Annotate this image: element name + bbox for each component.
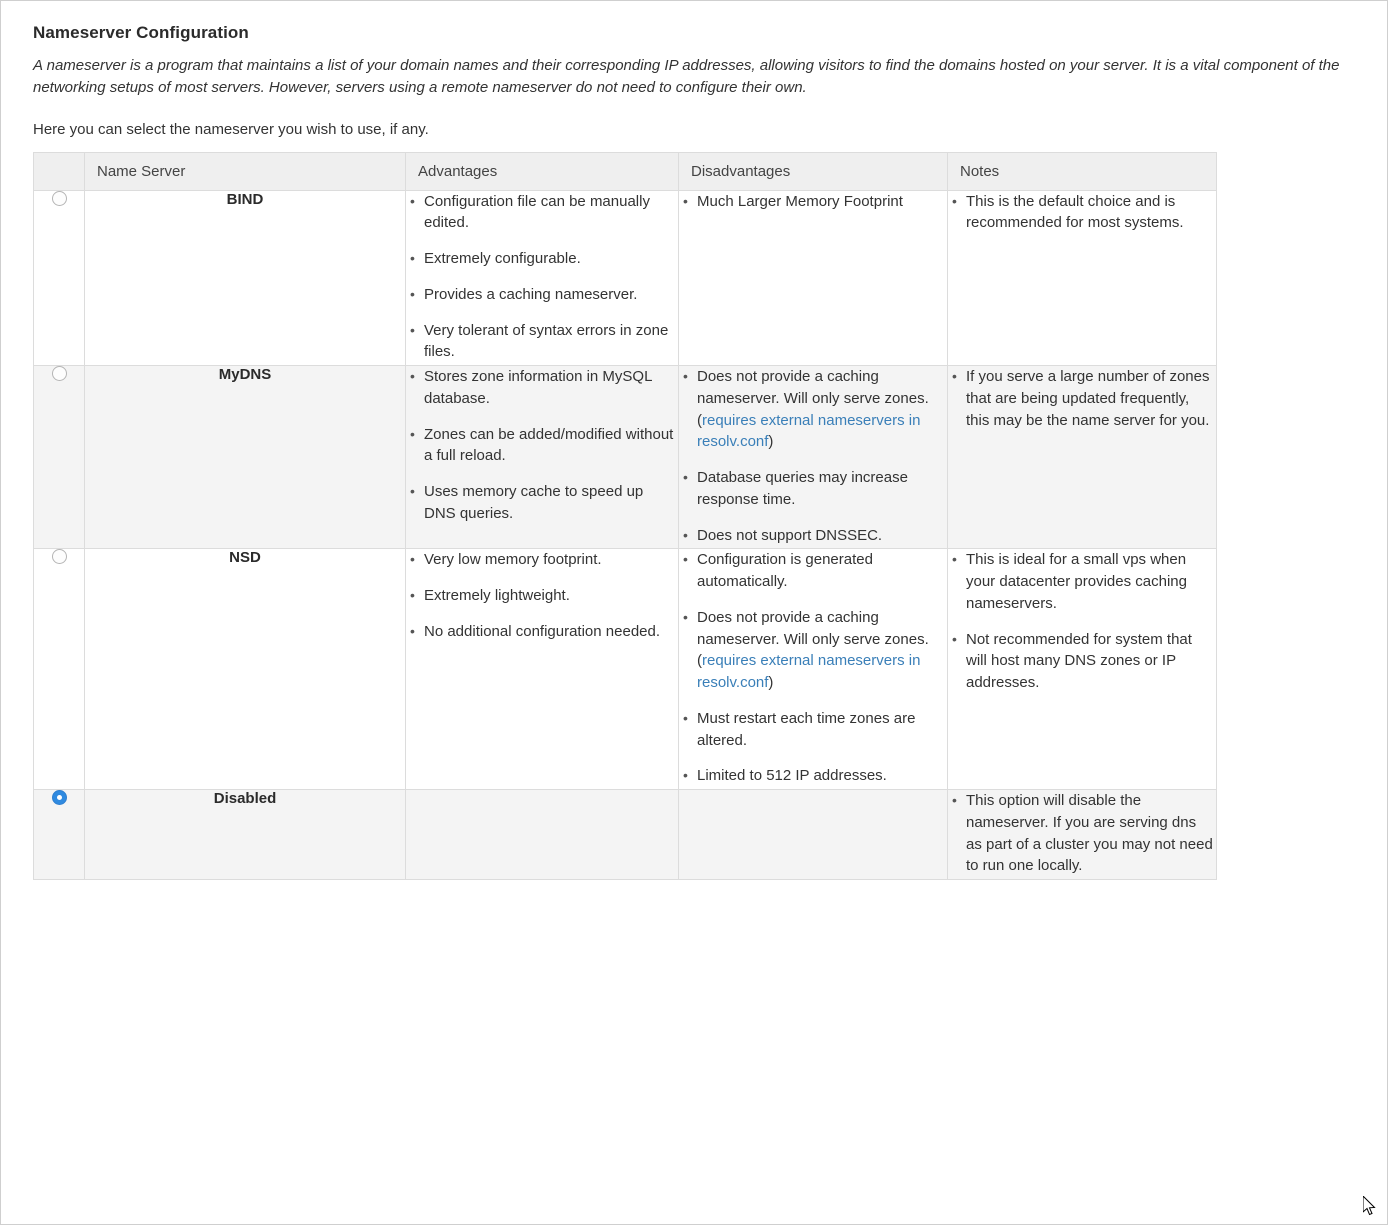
list-item: • Provides a caching nameserver. — [424, 284, 678, 306]
list-item: • Zones can be added/modified without a full reload. — [424, 424, 678, 468]
advantages-mydns — [406, 366, 679, 549]
name-server-disabled: Disabled — [85, 790, 406, 880]
radio-button-bind[interactable] — [52, 191, 67, 206]
list-item: • This is ideal for a small vps when your datacenter provides caching nameservers. — [966, 549, 1216, 614]
resolv-conf-link[interactable]: requires external nameservers in resolv.conf — [697, 652, 921, 691]
disadvantages-disabled — [679, 790, 948, 880]
table-row — [34, 549, 1217, 790]
list-item: • Does not support DNSSEC. — [697, 525, 947, 547]
column-header-name-server: Name Server — [85, 152, 406, 190]
name-server-bind: BIND — [85, 190, 406, 366]
resolv-conf-link[interactable]: requires external nameservers in resolv.conf — [697, 411, 921, 451]
disadvantages-bind — [679, 190, 948, 366]
list-item: • Much Larger Memory Footprint — [697, 191, 947, 213]
advantages-disabled — [406, 790, 679, 880]
disadvantages-mydns — [679, 366, 948, 549]
list-item: • Database queries may increase response time. — [697, 467, 947, 511]
notes-mydns — [948, 366, 1217, 549]
radio-cell-disabled[interactable] — [34, 790, 85, 880]
nameserver-table — [33, 152, 1217, 881]
list-item: • Not recommended for system that will host many DNS zones or IP addresses. — [966, 629, 1216, 694]
list-item: • Configuration is generated automatically. — [697, 549, 947, 593]
notes-bind — [948, 190, 1217, 366]
list-item: • Must restart each time zones are altered. — [697, 708, 947, 752]
page-title: Nameserver Configuration — [33, 23, 249, 42]
name-server-mydns: MyDNS — [85, 366, 406, 549]
list-item: • Configuration file can be manually edited. — [424, 191, 678, 235]
intro-paragraph: A nameserver is a program that maintains a list of your domain names and their corresponding IP addresses, allowing visitors to find the domains hosted on your server. It is a vital component of the networking setups of most servers. However, servers using a remote nameserver do not need to configure their own. — [33, 57, 1340, 96]
disadvantages-nsd — [679, 549, 948, 790]
list-item: • No additional configuration needed. — [424, 621, 678, 643]
radio-button-nsd[interactable] — [52, 549, 67, 564]
table-header-row — [34, 152, 1217, 190]
list-item: • Extremely configurable. — [424, 248, 678, 270]
list-item: • Limited to 512 IP addresses. — [697, 765, 947, 787]
list-item: • This option will disable the nameserver. If you are serving dns as part of a cluster you may not need to run one locally. — [966, 790, 1216, 877]
radio-button-mydns[interactable] — [52, 366, 67, 381]
notes-nsd — [948, 549, 1217, 790]
column-header-select — [34, 152, 85, 190]
list-item: • Very tolerant of syntax errors in zone files. — [424, 320, 678, 364]
content-area — [1, 1, 1387, 880]
list-item: • Does not provide a caching nameserver. Will only serve zones. (requires external nameservers in resolv.conf) — [697, 366, 947, 453]
table-row — [34, 366, 1217, 549]
notes-disabled — [948, 790, 1217, 880]
radio-cell-mydns[interactable] — [34, 366, 85, 549]
subintro-paragraph: Here you can select the nameserver you wish to use, if any. — [33, 120, 429, 138]
column-header-notes: Notes — [948, 152, 1217, 190]
column-header-advantages: Advantages — [406, 152, 679, 190]
list-item: • Stores zone information in MySQL database. — [424, 366, 678, 410]
list-item: • Does not provide a caching nameserver. Will only serve zones. (requires external nameservers in resolv.conf) — [697, 607, 947, 694]
radio-button-disabled[interactable] — [52, 790, 67, 805]
advantages-nsd — [406, 549, 679, 790]
list-item: • If you serve a large number of zones that are being updated frequently, this may be the name server for you. — [966, 366, 1216, 431]
advantages-bind — [406, 190, 679, 366]
column-header-disadvantages: Disadvantages — [679, 152, 948, 190]
radio-cell-nsd[interactable] — [34, 549, 85, 790]
radio-cell-bind[interactable] — [34, 190, 85, 366]
list-item: • This is the default choice and is recommended for most systems. — [966, 191, 1216, 235]
list-item: • Uses memory cache to speed up DNS queries. — [424, 481, 678, 525]
name-server-nsd: NSD — [85, 549, 406, 790]
list-item: • Extremely lightweight. — [424, 585, 678, 607]
list-item: • Very low memory footprint. — [424, 549, 678, 571]
table-row — [34, 790, 1217, 880]
table-row — [34, 190, 1217, 366]
